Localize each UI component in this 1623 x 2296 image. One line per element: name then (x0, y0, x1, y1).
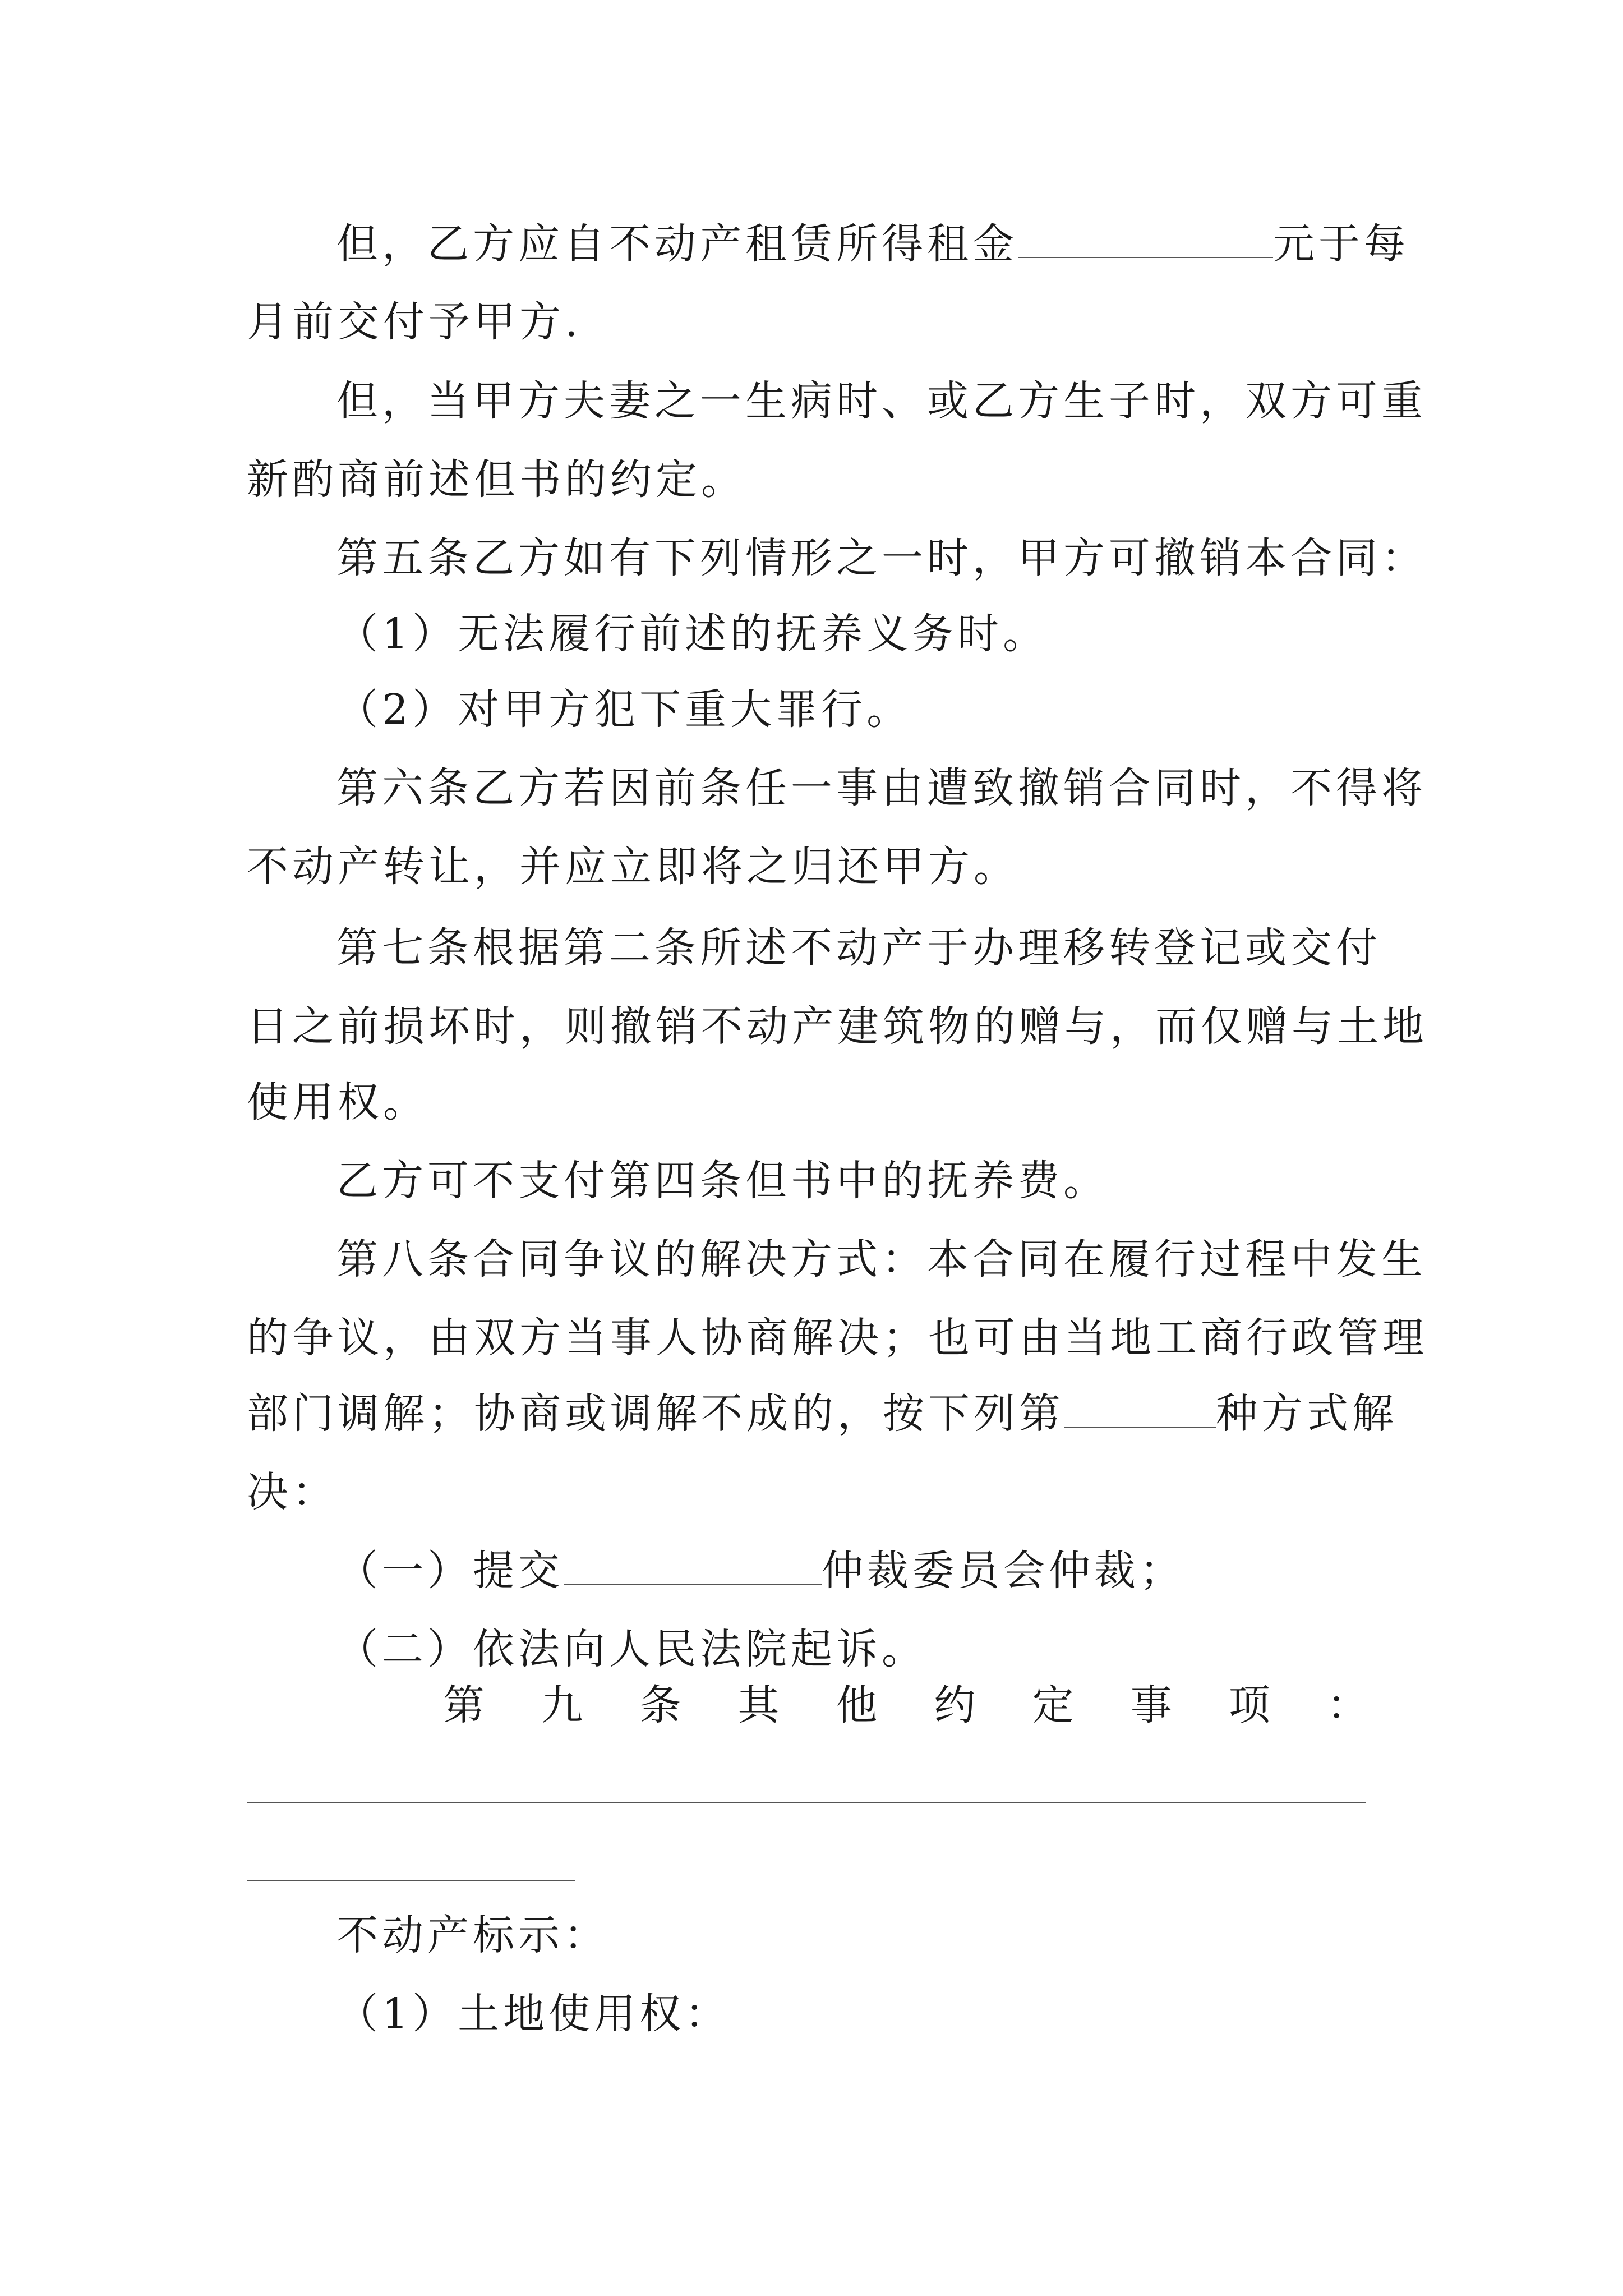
paragraph-rent-line (336, 216, 1409, 272)
heading-char: 其 (737, 1681, 780, 1729)
paragraph-line: 新酌商前述但书的约定。 (247, 455, 746, 504)
rent-text: 但，乙方应自不动产租赁所得租金 (336, 220, 1018, 268)
paragraph-line: 决： (247, 1468, 338, 1516)
dispute-text-end: 种方式解 (1216, 1389, 1398, 1438)
arbitration-text: （一）提交 (336, 1547, 564, 1595)
dispute-text: 部门调解；协商或调解不成的，按下列第 (247, 1389, 1064, 1438)
paragraph-line-with-blank (247, 1386, 1398, 1442)
article-seven-line: 第七条根据第二条所述不动产于办理移转登记或交付 (336, 924, 1381, 972)
article-five-heading: 第五条乙方如有下列情形之一时，甲方可撤销本合同： (336, 534, 1427, 582)
fill-in-line (247, 1880, 575, 1881)
heading-char: 约 (934, 1681, 976, 1729)
list-item-with-blank (336, 1543, 1385, 1599)
fill-in-line (247, 1802, 1366, 1803)
paragraph-line: 乙方可不支付第四条但书中的抚养费。 (336, 1157, 1109, 1205)
article-nine-heading (443, 1677, 1368, 1733)
paragraph-line: 日之前损坏时，则撤销不动产建筑物的赠与，而仅赠与土地 (247, 1002, 1428, 1051)
list-item: （2）对甲方犯下重大罪行。 (336, 685, 912, 734)
rent-amount-blank (1018, 222, 1273, 258)
method-number-blank (1064, 1392, 1216, 1428)
article-eight-line: 第八条合同争议的解决方式：本合同在履行过程中发生 (336, 1235, 1427, 1283)
paragraph-line: 但，当甲方夫妻之一生病时、或乙方生子时，双方可重 (336, 377, 1427, 425)
heading-char: 条 (639, 1681, 681, 1729)
paragraph-line: 月前交付予甲方. (247, 298, 582, 346)
heading-char: ： (1326, 1681, 1368, 1729)
heading-char: 项 (1228, 1681, 1270, 1729)
list-item: （1）土地使用权： (336, 1990, 731, 2038)
heading-char: 九 (541, 1681, 583, 1729)
paragraph-line: 使用权。 (247, 1078, 428, 1126)
heading-char: 他 (836, 1681, 878, 1729)
list-item: （二）依法向人民法院起诉。 (336, 1625, 927, 1673)
paragraph-line: 的争议，由双方当事人协商解决；也可由当地工商行政管理 (247, 1314, 1428, 1362)
heading-char: 第 (443, 1681, 485, 1729)
rent-text-end: 元于每 (1273, 220, 1409, 268)
arbitration-text-end: 仲裁委员会仲裁； (822, 1547, 1185, 1595)
heading-char: 定 (1032, 1681, 1074, 1729)
article-six-line: 第六条乙方若因前条任一事由遭致撤销合同时，不得将 (336, 764, 1427, 812)
heading-char: 事 (1130, 1681, 1172, 1729)
paragraph-line: 不动产转让，并应立即将之归还甲方。 (247, 843, 1019, 891)
list-item: （1）无法履行前述的抚养义务时。 (336, 610, 1049, 658)
arbitration-committee-blank (564, 1549, 822, 1585)
property-label: 不动产标示： (336, 1911, 609, 1959)
